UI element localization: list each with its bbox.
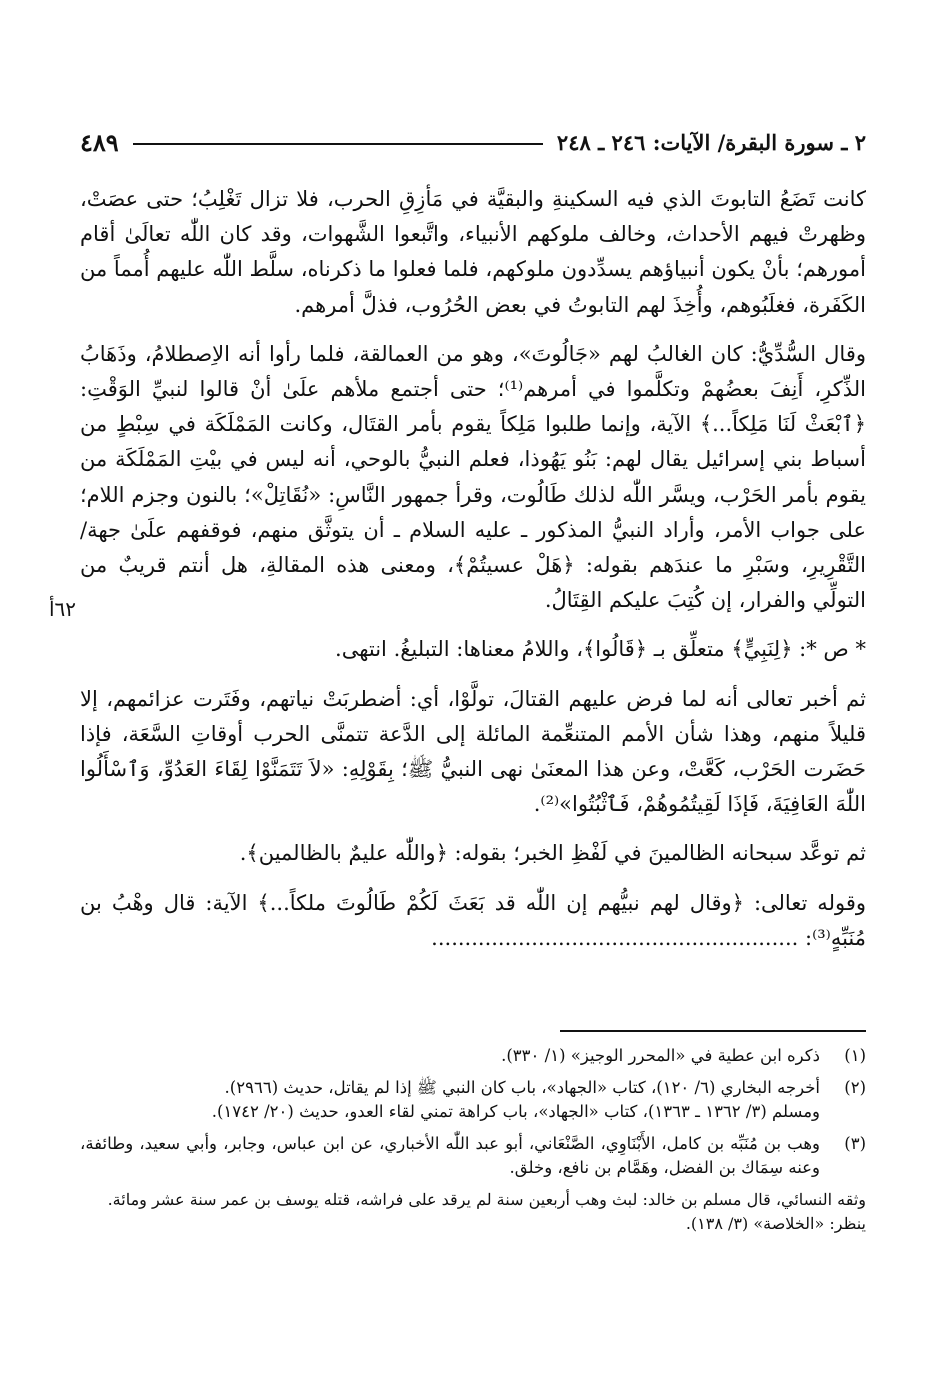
footnote-3: [80, 1132, 866, 1181]
paragraph-1: كانت تَضَعُ التابوتَ الذي فيه السكينةِ والبقيَّة في مَأزِقِ الحرب، فلا تزال تَغْلِبُ؛ حتى عصَتْ، وظهرتْ فيهم الأحداث، وخالف ملوكهم الأنبياء، واتَّبعوا الشَّهوات، وقد كان اللّٰه تعالَىٰ أقام أمورهم؛ بأنْ يكون أنبياؤهم يسدِّدون ملوكهم، فلما فعلوا ما ذكرناه، سلَّط اللّٰه عليهم أُمماً من الكَفَرة، فغلَبُوهم، وأُخِذَ لهم التابوتُ في بعض الحُرُوب، فذلَّ أمرهم.: [80, 187, 866, 317]
margin-folio-note: ٦٢أ: [48, 597, 76, 621]
footnotes: [80, 1044, 866, 1244]
footnote-number: (٣): [844, 1133, 866, 1153]
paragraph-6: وقوله تعالى: ﴿وقال لهم نبيُّهم إن اللّٰه قد بَعَثَ لَكُمْ طَالُوتَ ملكاً...﴾ الآية: قال وهْبُ بن مُنَبِّهٍ⁽³⁾: .......................................................: [80, 890, 866, 950]
paragraph-5: ثم توعَّد سبحانه الظالمينَ في لَفْظِ الخبر؛ بقوله: ﴿واللّٰه عليمٌ بالظالمين﴾.: [239, 841, 866, 866]
page-header: [80, 124, 866, 160]
header-rule: [133, 143, 543, 145]
footnote-3-continuation: [80, 1188, 866, 1237]
footnote-text: ذكره ابن عطية في «المحرر الوجيز» (١/ ٣٣٠).: [501, 1046, 820, 1065]
footnote-reference: ينظر: «الخلاصة» (٣/ ١٣٨).: [685, 1214, 866, 1233]
footnote-2: [80, 1076, 866, 1125]
running-title: ٢ ـ سورة البقرة/ الآيات: ٢٤٦ ـ ٢٤٨: [556, 129, 866, 155]
footnote-text: وهب بن مُنَبِّه بن كامل، الأَبْنَاوِي، الصَّنْعَاني، أبو عبد اللّٰه الأخباري، عن ابن عباس، وجابر، وأبي سعيد، وطائفة، وعنه سِمَاك بن الفضل، وهَمَّام بن نافع، وخلق.: [80, 1133, 820, 1177]
footnote-1: [80, 1044, 866, 1069]
footnote-text: وثقه النسائي، قال مسلم بن خالد: لبث وهب أربعين سنة لم يرقد على فراشه، قتله يوسف بن عمر سنة عشر ومائة.: [107, 1189, 866, 1209]
footnote-number: (١): [844, 1046, 866, 1065]
footnote-rule: [560, 1030, 866, 1032]
footnote-text: أخرجه البخاري (٦/ ١٢٠)، كتاب «الجهاد»، باب كان النبي ﷺ إذا لم يقاتل، حديث (٢٩٦٦).: [224, 1077, 820, 1097]
footnote-text: ومسلم (٣/ ١٣٦٢ ـ ١٣٦٣)، كتاب «الجهاد»، باب كراهة تمني لقاء العدو، حديث (٢٠/ ١٧٤٢).: [211, 1102, 820, 1121]
paragraph-4: ثم أخبر تعالى أنه لما فرض عليهم القتالَ، تولَّوْا، أي: أضطربَتْ نياتهم، وفَتَرت عزائمهم، إلا قليلاً منهم، وهذا شأن الأمم المتنعِّمة المائلة إلى الدَّعة تتمنَّى الحرب أوقاتِ السَّعَة، فإذا حَضَرت الحَرْب، كَعَّتْ، وعن هذا المعنَىٰ نهى النبيُّ ﷺ؛ بِقَوْلِهِ: «لاَ تَتَمَنَّوْا لِقَاءَ العَدُوِّ، وَٱسْأَلُوا اللّٰهَ العَافِيَةَ، فَإذَا لَقِيتُمُوهُمْ، فَٱثْبُتُوا»⁽²⁾.: [80, 686, 866, 817]
main-text: [80, 182, 866, 956]
paragraph-3: * ص *: ﴿لِنَبِيٍّ﴾ متعلِّق بـ ﴿قَالُوا﴾، واللامُ معناها: التبليغُ. انتهى.: [335, 637, 866, 662]
footnote-number: (٢): [844, 1077, 866, 1097]
paragraph-2: وقال السُّدِّيُّ: كان الغالبُ لهم «جَالُوتَ»، وهو من العمالقة، فلما رأوا أنه الاِصطلامُ، وذَهَابُ الذِّكرِ، أَنِفَ بعضُهمْ وتكلَّموا في أمرهم⁽¹⁾؛ حتى أجتمع ملأهم علَىٰ أنْ قالوا لنبيِّ الوَقْتِ: ﴿ٱبْعَثْ لَنَا مَلِكاً...﴾ الآية، وإنما طلبوا مَلِكاً يقوم بأمر القتَال، وكانت المَمْلَكَة في سِبْطٍ من أسباط بني إسرائيل يقال لهم: بَنُو يَهُوذا، فعلم النبيُّ بالوحي، أنه ليس في بيْتِ المَمْلَكَة من يقوم بأمر الحَرْب، ويسَّر اللّٰه لذلك طَالُوت، وقرأ جمهور النَّاسِ: «نُقَاتِلْ»؛ بالنون وجزم اللام؛ على جواب الأمر، وأراد النبيُّ المذكور ـ عليه السلام ـ أن يتوثَّق منهم، فوقفهم علَىٰ جهة/ التَّقْرِيرِ، وسَبْرِ ما عندَهم بقوله: ﴿هَلْ عسيتُمْ﴾، ومعنى هذه المقالةِ، هل أنتم قريبٌ من التولِّي والفرار، إن كُتِبَ عليكم القِتَالُ.: [80, 341, 866, 613]
page-number: ٤٨٩: [80, 127, 119, 157]
